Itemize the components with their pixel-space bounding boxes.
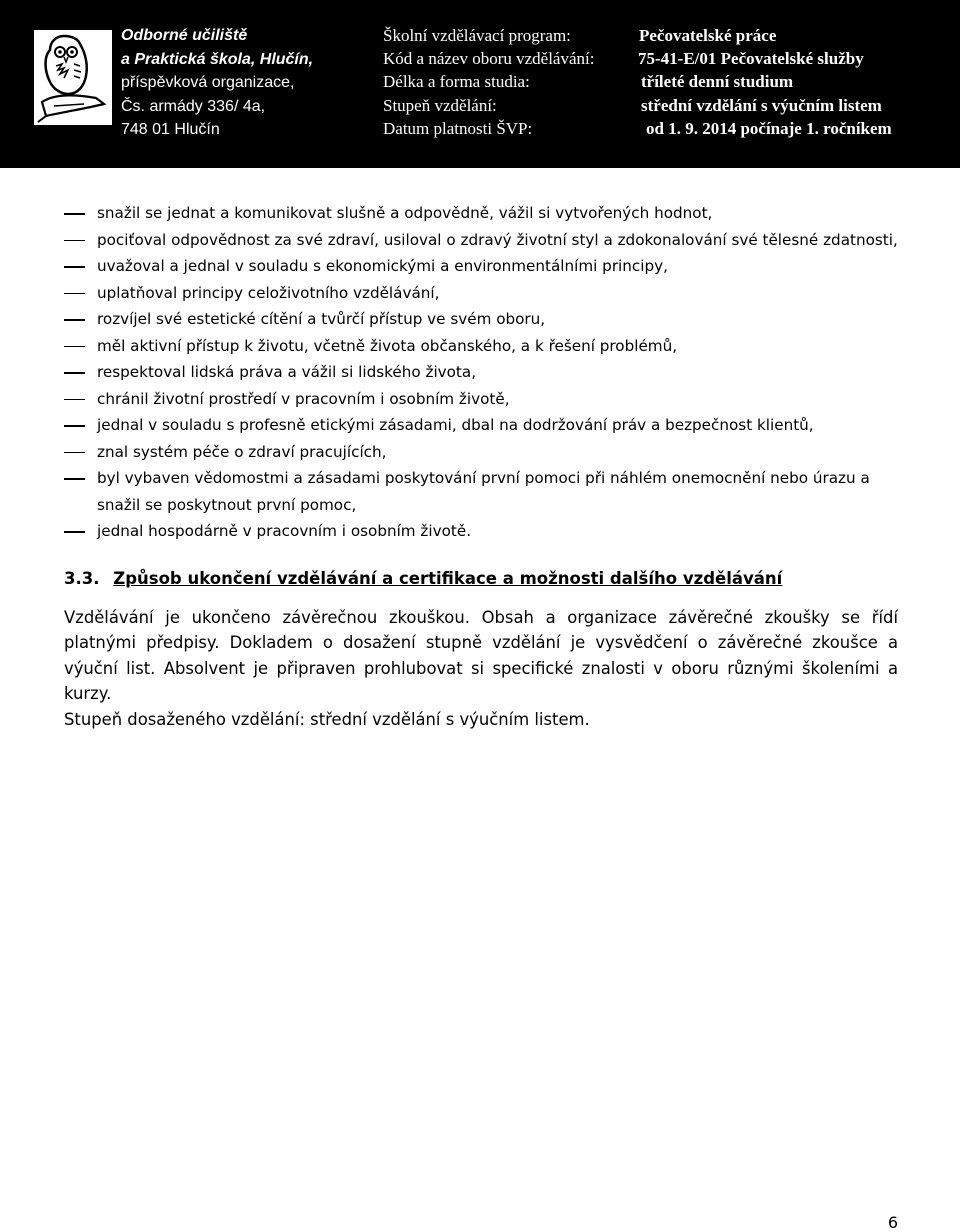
program-value: tříleté denní studium bbox=[641, 72, 794, 92]
owl-logo-icon bbox=[34, 30, 112, 125]
competency-list bbox=[64, 200, 898, 545]
school-name: Odborné učiliště bbox=[121, 27, 248, 44]
list-item: uplatňoval principy celoživotního vzdělávání, bbox=[64, 280, 898, 307]
school-type: a Praktická škola, Hlučín, bbox=[121, 50, 314, 68]
program-value: od 1. 9. 2014 počínaje 1. ročníkem bbox=[646, 118, 892, 138]
program-row bbox=[383, 117, 953, 140]
dash-bullet-icon bbox=[64, 452, 85, 454]
program-info bbox=[383, 24, 953, 140]
program-label: Kód a název oboru vzdělávání: bbox=[383, 49, 595, 69]
dash-bullet-icon bbox=[64, 372, 85, 374]
dash-bullet-icon bbox=[64, 399, 85, 401]
section-heading bbox=[64, 566, 898, 592]
list-item: jednal hospodárně v pracovním i osobním životě. bbox=[64, 518, 898, 545]
list-item: znal systém péče o zdraví pracujících, bbox=[64, 439, 898, 466]
program-label: Stupeň vzdělání: bbox=[383, 95, 497, 115]
dash-bullet-icon bbox=[64, 240, 85, 242]
list-item: měl aktivní přístup k životu, včetně života občanského, a k řešení problémů, bbox=[64, 333, 898, 360]
dash-bullet-icon bbox=[64, 266, 85, 268]
body-paragraph: Vzdělávání je ukončeno závěrečnou zkouškou. Obsah a organizace závěrečné zkoušky se řídí platnými předpisy. Dokladem o dosažení stupně vzdělání je vysvědčení o závěrečné zkoušce a výuční list. Absolvent je připraven prohlubovat si specifické znalosti v oboru různými školeními a kurzy. bbox=[64, 607, 898, 704]
dash-bullet-icon bbox=[64, 425, 85, 427]
dash-bullet-icon bbox=[64, 531, 85, 533]
dash-bullet-icon bbox=[64, 293, 85, 295]
list-item: jednal v souladu s profesně etickými zásadami, dbal na dodržování práv a bezpečnost klientů, bbox=[64, 412, 898, 439]
program-value: Pečovatelské práce bbox=[639, 26, 777, 45]
program-row bbox=[383, 94, 953, 117]
program-value: střední vzdělání s výučním listem bbox=[641, 95, 882, 115]
document-header bbox=[0, 0, 960, 168]
program-label: Školní vzdělávací program: bbox=[383, 26, 571, 45]
program-value: 75-41-E/01 Pečovatelské služby bbox=[638, 49, 864, 69]
list-item: respektoval lidská práva a vážil si lidského života, bbox=[64, 359, 898, 386]
list-item: pociťoval odpovědnost za své zdraví, usiloval o zdravý životní styl a zdokonalování své tělesné zdatnosti, bbox=[64, 227, 898, 254]
section-number: 3.3. bbox=[64, 568, 100, 588]
school-city: 748 01 Hlučín bbox=[121, 121, 220, 138]
dash-bullet-icon bbox=[64, 478, 85, 480]
list-item: uvažoval a jednal v souladu s ekonomickými a environmentálními principy, bbox=[64, 253, 898, 280]
page-number: 6 bbox=[887, 1213, 898, 1232]
school-info bbox=[121, 24, 361, 142]
program-row bbox=[383, 70, 953, 93]
program-row bbox=[383, 24, 953, 47]
program-row bbox=[383, 47, 953, 70]
program-label: Délka a forma studia: bbox=[383, 72, 530, 92]
education-level-line: Stupeň dosaženého vzdělání: střední vzdělání s výučním listem. bbox=[64, 709, 590, 729]
dash-bullet-icon bbox=[64, 213, 85, 215]
dash-bullet-icon bbox=[64, 319, 85, 321]
list-item: snažil se jednat a komunikovat slušně a odpovědně, vážil si vytvořených hodnot, bbox=[64, 200, 898, 227]
program-label: Datum platnosti ŠVP: bbox=[383, 118, 533, 138]
school-street: Čs. armády 336/ 4a, bbox=[121, 97, 266, 115]
section-title: Způsob ukončení vzdělávání a certifikace a možnosti dalšího vzdělávání bbox=[113, 568, 783, 588]
school-organization: příspěvková organizace, bbox=[121, 74, 295, 91]
list-item: chránil životní prostředí v pracovním i osobním životě, bbox=[64, 386, 898, 413]
list-item: byl vybaven vědomostmi a zásadami poskytování první pomoci při náhlém onemocnění nebo úrazu a snažil se poskytnout první pomoc, bbox=[64, 465, 898, 518]
dash-bullet-icon bbox=[64, 346, 85, 348]
page-content bbox=[64, 200, 898, 732]
list-item: rozvíjel své estetické cítění a tvůrčí přístup ve svém oboru, bbox=[64, 306, 898, 333]
